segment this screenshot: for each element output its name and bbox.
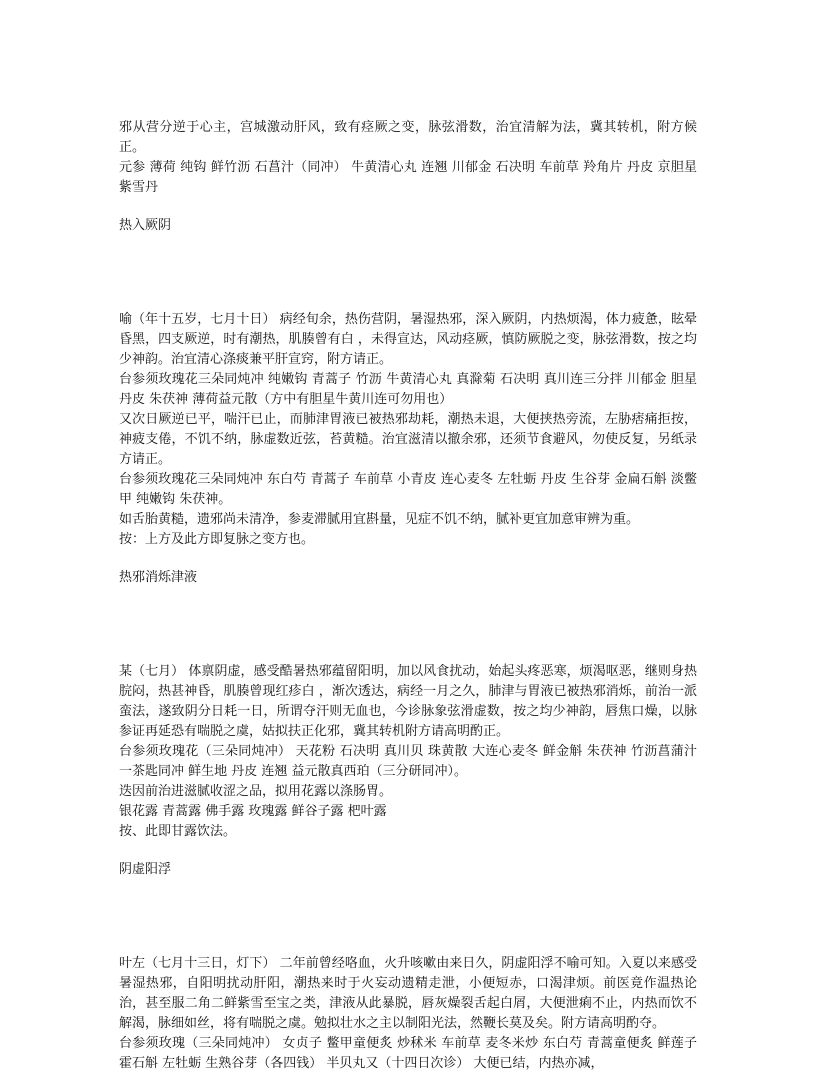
prescription: 台参须玫瑰（三朵同炖冲） 女贞子 鳖甲童便炙 炒秫米 车前草 麦冬米炒 东白芍 青蒿童便炙 鲜莲子 霍石斛 左牡蛎 生熟谷芽（各四钱） 半贝丸又（十四日次诊） 大便已结，内热亦减， (119, 1036, 697, 1071)
paragraph: 喻（年十五岁，七月十日） 病经旬余，热伤营阴，暑湿热邪，深入厥阴，内热烦渴，体力疲惫，眩晕昏黑，四支厥逆，时有潮热，肌腠曾有白 ，未得宣达，风动痉厥，慎防厥脱之变，脉弦滑数，按之均少神韵。治宜清心涤痰兼平肝宣窍，附方请正。 (119, 312, 697, 367)
prescription: 台参须玫瑰花三朵同炖冲 东白芍 青蒿子 车前草 小青皮 连心麦冬 左牡蛎 丹皮 生谷芽 金扁石斛 淡鳖甲 纯嫩钩 朱茯神。 (119, 472, 697, 507)
case-intro (119, 118, 697, 198)
prescription: 台参须玫瑰花三朵同炖冲 纯嫩钩 青蒿子 竹沥 牛黄清心丸 真滁菊 石决明 真川连三分拌 川郁金 胆星 丹皮 朱茯神 薄荷益元散（方中有胆星牛黄川连可勿用也） (119, 372, 697, 407)
prescription: 台参须玫瑰花（三朵同炖冲） 天花粉 石决明 真川贝 珠黄散 大连心麦冬 鲜金斛 朱茯神 竹沥菖蒲汁一茶匙同冲 鲜生地 丹皮 连翘 益元散真西珀（三分研同冲）。 (119, 744, 697, 779)
paragraph: 邪从营分逆于心主，宫城激动肝风，致有痉厥之变，脉弦滑数，治宜清解为法，冀其转机，附方候正。 (119, 120, 697, 155)
case-yin-deficiency-yang-floating (119, 954, 697, 1074)
paragraph: 某（七月） 体禀阴虚，感受酷暑热邪蕴留阳明，加以风食扰动，始起头疼恶寒，烦渴呕恶，继则身热脘闷，热甚神昏，肌腠曾现红疹白 ，渐次透达，病经一月之久，肺津与胃液已被热邪消烁，前治一派蛮法，遂致阴分日耗一日，所谓夺汗则无血也，今诊脉象弦滑虚数，按之均少神韵，唇焦口燥，以脉参证再延恐有喘脱之虞，姑拟扶正化邪，冀其转机附方请高明酌正。 (119, 664, 697, 739)
section-heading: 热入厥阴 (119, 218, 172, 233)
prescription: 银花露 青蒿露 佛手露 玫瑰露 鲜谷子露 杷叶露 (119, 804, 387, 819)
case-heat-consuming-fluids (119, 662, 697, 842)
document-body (119, 118, 697, 1074)
note: 按、此即甘露饮法。 (119, 824, 237, 839)
case-heat-into-jueyin (119, 310, 697, 550)
paragraph: 迭因前治进滋腻收涩之品，拟用花露以涤肠胃。 (119, 784, 393, 799)
paragraph: 叶左（七月十三日，灯下） 二年前曾经咯血，火升咳嗽由来日久，阴虚阳浮不喻可知。入夏以来感受暑湿热邪，自阳明扰动肝阳，潮热来时于火妄动遗精走泄，小便短赤，口渴津烦。前医竟作温热论治，甚至服二角二鲜紫雪至宝之类，津液从此暴脱，唇灰燥裂舌起白屑，大便泄痢不止，内热而饮不解渴，脉细如丝，将有喘脱之虞。勉拟壮水之主以制阳光法，然鞭长莫及矣。附方请高明酌夺。 (119, 956, 697, 1031)
note: 按：上方及此方即复脉之变方也。 (119, 532, 315, 547)
paragraph: 又次日厥逆已平，喘汗已止，而肺津胃液已被热邪劫耗，潮热未退，大便挟热旁流，左胁痞痛拒按，神疲支倦，不饥不纳，脉虚数近弦，苔黄糙。治宜滋清以撤余邪，还须节食避风，勿使反复，另纸录方请正。 (119, 412, 697, 467)
section-heading: 热邪消烁津液 (119, 570, 198, 585)
section-heading: 阴虚阳浮 (119, 862, 172, 877)
prescription: 元参 薄荷 纯钩 鲜竹沥 石菖汁（同冲） 牛黄清心丸 连翘 川郁金 石决明 车前草 羚角片 丹皮 京胆星 紫雪丹 (119, 160, 697, 195)
paragraph: 如舌胎黄糙，遗邪尚未清净，参麦滞腻用宜斟量，见症不饥不纳，腻补更宜加意审辨为重。 (119, 512, 640, 527)
